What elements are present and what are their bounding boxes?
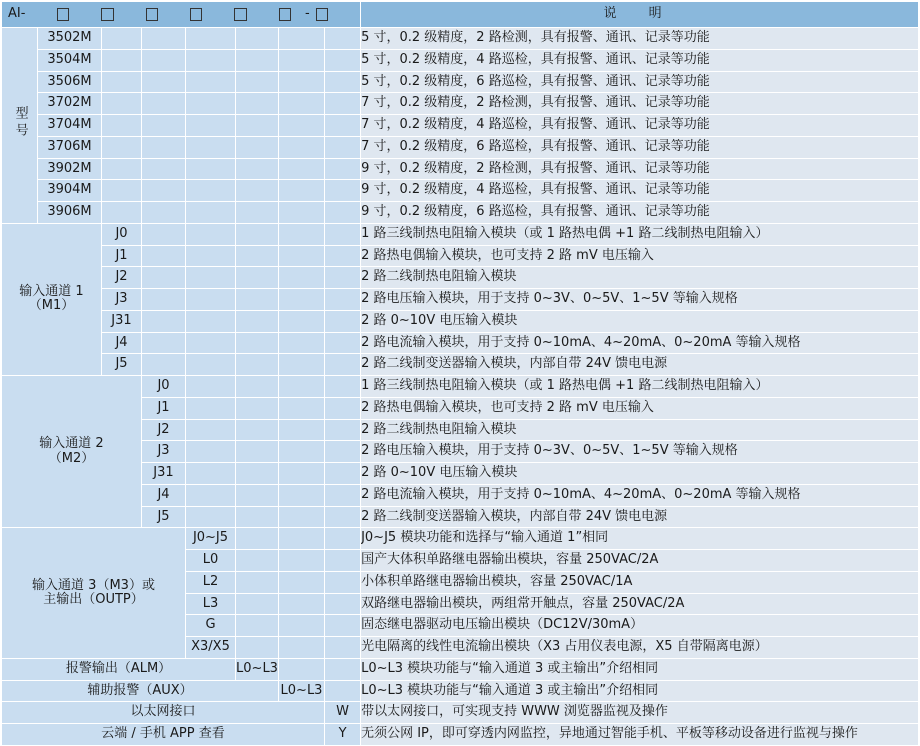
empty-cell: [236, 158, 279, 180]
m2-description: 2 路热电偶输入模块，也可支持 2 路 mV 电压输入: [361, 397, 919, 419]
m1-description: 2 路电压输入模块，用于支持 0~3V、0~5V、1~5V 等输入规格: [361, 289, 919, 311]
m2-code: J0: [142, 376, 186, 398]
m3-description: J0~J5 模块功能和选择与“输入通道 1”相同: [361, 528, 919, 550]
m1-row: [2, 289, 919, 311]
empty-cell: [279, 528, 325, 550]
empty-cell: [279, 71, 325, 93]
aux-description: L0~L3 模块功能与“输入通道 3 或主输出”介绍相同: [361, 680, 919, 702]
m1-row: [2, 245, 919, 267]
empty-cell: [186, 180, 236, 202]
empty-cell: [186, 71, 236, 93]
empty-cell: [186, 245, 236, 267]
m1-code: J5: [102, 354, 142, 376]
m2-code: J5: [142, 506, 186, 528]
empty-cell: [279, 419, 325, 441]
m3-code: X3/X5: [186, 637, 236, 659]
model-code: 3904M: [38, 180, 102, 202]
empty-cell: [325, 354, 361, 376]
model-description: 9 寸，0.2 级精度，6 路巡检，具有报警、通讯、记录等功能: [361, 202, 919, 224]
empty-cell: [186, 158, 236, 180]
empty-cell: [236, 637, 279, 659]
empty-cell: [102, 115, 142, 137]
empty-cell: [325, 93, 361, 115]
model-row: [2, 28, 919, 50]
aux-row: [2, 680, 919, 702]
empty-cell: [102, 180, 142, 202]
model-code: 3902M: [38, 158, 102, 180]
model-row: [2, 93, 919, 115]
empty-cell: [186, 354, 236, 376]
m2-description: 2 路二线制变送器输入模块，内部自带 24V 馈电电源: [361, 506, 919, 528]
empty-cell: [186, 310, 236, 332]
model-code: 3906M: [38, 202, 102, 224]
empty-cell: [325, 289, 361, 311]
empty-cell: [186, 28, 236, 50]
empty-cell: [325, 484, 361, 506]
empty-cell: [325, 245, 361, 267]
model-code-table: [1, 1, 919, 746]
empty-cell: [325, 28, 361, 50]
alm-label: 报警输出（ALM）: [2, 658, 236, 680]
model-row: [2, 71, 919, 93]
m1-description: 2 路二线制变送器输入模块，内部自带 24V 馈电电源: [361, 354, 919, 376]
empty-cell: [325, 310, 361, 332]
m3-code: L2: [186, 571, 236, 593]
empty-cell: [236, 397, 279, 419]
empty-cell: [236, 49, 279, 71]
empty-cell: [325, 658, 361, 680]
empty-cell: [142, 310, 186, 332]
empty-cell: [279, 180, 325, 202]
empty-cell: [102, 49, 142, 71]
m2-code: J31: [142, 463, 186, 485]
model-description: 5 寸，0.2 级精度，6 路巡检，具有报警、通讯、记录等功能: [361, 71, 919, 93]
empty-cell: [142, 354, 186, 376]
model-row: [2, 136, 919, 158]
empty-cell: [102, 202, 142, 224]
empty-cell: [325, 332, 361, 354]
cloud-code: Y: [325, 724, 361, 746]
empty-cell: [279, 397, 325, 419]
m1-row: [2, 267, 919, 289]
m3-code: G: [186, 615, 236, 637]
empty-cell: [142, 28, 186, 50]
m2-description: 2 路二线制热电阻输入模块: [361, 419, 919, 441]
empty-cell: [186, 484, 236, 506]
model-code: 3702M: [38, 93, 102, 115]
empty-cell: [236, 202, 279, 224]
empty-cell: [325, 593, 361, 615]
m3-description: 固态继电器驱动电压输出模块（DC12V/30mA）: [361, 615, 919, 637]
header-row: [2, 2, 919, 28]
empty-cell: [186, 332, 236, 354]
empty-cell: [279, 158, 325, 180]
empty-cell: [325, 115, 361, 137]
m3-code: L3: [186, 593, 236, 615]
empty-cell: [279, 463, 325, 485]
m1-code: J2: [102, 267, 142, 289]
empty-cell: [236, 71, 279, 93]
empty-cell: [325, 397, 361, 419]
empty-cell: [236, 310, 279, 332]
empty-cell: [142, 93, 186, 115]
m3-label-line-1: 输入通道 3（M3）或: [32, 577, 155, 593]
m1-description: 1 路三线制热电阻输入模块（或 1 路热电偶 +1 路二线制热电阻输入）: [361, 223, 919, 245]
model-code: 3506M: [38, 71, 102, 93]
empty-cell: [325, 441, 361, 463]
m2-label-line-1: 输入通道 2: [39, 436, 104, 452]
m2-label-line-2: （M2）: [48, 450, 95, 466]
model-description: 5 寸，0.2 级精度，4 路巡检，具有报警、通讯、记录等功能: [361, 49, 919, 71]
empty-cell: [102, 136, 142, 158]
empty-cell: [279, 28, 325, 50]
m3-label: [2, 528, 186, 659]
empty-cell: [236, 354, 279, 376]
empty-cell: [142, 136, 186, 158]
m1-code: J31: [102, 310, 142, 332]
model-description: 7 寸，0.2 级精度，2 路检测，具有报警、通讯、记录等功能: [361, 93, 919, 115]
empty-cell: [279, 593, 325, 615]
empty-cell: [186, 376, 236, 398]
empty-cell: [186, 267, 236, 289]
empty-cell: [325, 158, 361, 180]
empty-cell: [325, 180, 361, 202]
m1-description: 2 路热电偶输入模块，也可支持 2 路 mV 电压输入: [361, 245, 919, 267]
m2-description: 2 路 0~10V 电压输入模块: [361, 463, 919, 485]
empty-cell: [142, 332, 186, 354]
m3-code: J0~J5: [186, 528, 236, 550]
m2-label: [2, 376, 142, 528]
empty-cell: [142, 245, 186, 267]
m2-description: 1 路三线制热电阻输入模块（或 1 路热电偶 +1 路二线制热电阻输入）: [361, 376, 919, 398]
m1-row: [2, 354, 919, 376]
empty-cell: [186, 463, 236, 485]
empty-cell: [279, 289, 325, 311]
empty-cell: [325, 136, 361, 158]
m2-description: 2 路电压输入模块，用于支持 0~3V、0~5V、1~5V 等输入规格: [361, 441, 919, 463]
empty-cell: [279, 115, 325, 137]
empty-cell: [102, 158, 142, 180]
empty-cell: [279, 550, 325, 572]
box-alm: [234, 8, 246, 21]
alm-description: L0~L3 模块功能与“输入通道 3 或主输出”介绍相同: [361, 658, 919, 680]
empty-cell: [325, 506, 361, 528]
empty-cell: [325, 463, 361, 485]
m2-code: J2: [142, 419, 186, 441]
box-aux: [279, 8, 291, 21]
empty-cell: [325, 528, 361, 550]
empty-cell: [236, 180, 279, 202]
m2-description: 2 路电流输入模块，用于支持 0~10mA、4~20mA、0~20mA 等输入规格: [361, 484, 919, 506]
model-code: 3704M: [38, 115, 102, 137]
description-header: 说 明: [361, 2, 919, 28]
empty-cell: [236, 463, 279, 485]
empty-cell: [236, 506, 279, 528]
empty-cell: [236, 441, 279, 463]
empty-cell: [279, 332, 325, 354]
empty-cell: [186, 136, 236, 158]
m1-description: 2 路二线制热电阻输入模块: [361, 267, 919, 289]
empty-cell: [186, 93, 236, 115]
empty-cell: [142, 49, 186, 71]
model-row: [2, 115, 919, 137]
empty-cell: [236, 136, 279, 158]
empty-cell: [186, 441, 236, 463]
eth-row: [2, 702, 919, 724]
empty-cell: [279, 637, 325, 659]
empty-cell: [279, 506, 325, 528]
empty-cell: [236, 376, 279, 398]
empty-cell: [279, 136, 325, 158]
m3-description: 光电隔离的线性电流输出模块（X3 占用仪表电源，X5 自带隔离电源）: [361, 637, 919, 659]
empty-cell: [142, 180, 186, 202]
empty-cell: [325, 419, 361, 441]
empty-cell: [186, 506, 236, 528]
model-code: 3502M: [38, 28, 102, 50]
m3-description: 国产大体积单路继电器输出模块，容量 250VAC/2A: [361, 550, 919, 572]
empty-cell: [325, 680, 361, 702]
eth-code: W: [325, 702, 361, 724]
empty-cell: [279, 484, 325, 506]
cloud-description: 无须公网 IP，即可穿透内网监控，异地通过智能手机、平板等移动设备进行监视与操作: [361, 724, 919, 746]
empty-cell: [186, 419, 236, 441]
empty-cell: [142, 202, 186, 224]
alm-row: [2, 658, 919, 680]
empty-cell: [279, 441, 325, 463]
model-description: 7 寸，0.2 级精度，4 路巡检，具有报警、通讯、记录等功能: [361, 115, 919, 137]
m2-row: [2, 376, 919, 398]
model-row: [2, 202, 919, 224]
empty-cell: [236, 245, 279, 267]
empty-cell: [279, 571, 325, 593]
empty-cell: [325, 223, 361, 245]
empty-cell: [186, 289, 236, 311]
aux-code: L0~L3: [279, 680, 325, 702]
m3-row: [2, 528, 919, 550]
empty-cell: [279, 376, 325, 398]
empty-cell: [236, 289, 279, 311]
model-code: 3706M: [38, 136, 102, 158]
m1-row: [2, 310, 919, 332]
empty-cell: [236, 267, 279, 289]
model-row: [2, 180, 919, 202]
empty-cell: [186, 202, 236, 224]
empty-cell: [236, 93, 279, 115]
m1-row: [2, 223, 919, 245]
empty-cell: [236, 28, 279, 50]
m1-code: J4: [102, 332, 142, 354]
model-description: 9 寸，0.2 级精度，4 路巡检，具有报警、通讯、记录等功能: [361, 180, 919, 202]
empty-cell: [142, 267, 186, 289]
m3-description: 小体积单路继电器输出模块，容量 250VAC/1A: [361, 571, 919, 593]
empty-cell: [102, 28, 142, 50]
m2-code: J4: [142, 484, 186, 506]
empty-cell: [279, 354, 325, 376]
empty-cell: [236, 484, 279, 506]
empty-cell: [325, 637, 361, 659]
m1-label-line-1: 输入通道 1: [19, 284, 84, 300]
m1-code: J3: [102, 289, 142, 311]
model-row: [2, 158, 919, 180]
box-m1: [101, 8, 113, 21]
empty-cell: [279, 223, 325, 245]
m2-code: J3: [142, 441, 186, 463]
box-model: [57, 8, 69, 21]
empty-cell: [142, 115, 186, 137]
m3-label-line-2: 主输出（OUTP）: [43, 592, 144, 607]
model-group-label-text: 型号: [12, 106, 28, 141]
m1-label-line-2: （M1）: [28, 298, 75, 314]
empty-cell: [279, 202, 325, 224]
empty-cell: [236, 571, 279, 593]
m1-row: [2, 332, 919, 354]
model-code: 3504M: [38, 49, 102, 71]
empty-cell: [325, 615, 361, 637]
empty-cell: [142, 158, 186, 180]
box-m2: [146, 8, 158, 21]
empty-cell: [325, 550, 361, 572]
empty-cell: [236, 550, 279, 572]
empty-cell: [186, 49, 236, 71]
empty-cell: [325, 376, 361, 398]
empty-cell: [325, 267, 361, 289]
m1-label: [2, 223, 102, 375]
dash-label: -: [304, 6, 310, 22]
empty-cell: [186, 115, 236, 137]
box-m3: [190, 8, 202, 21]
cloud-label: 云端 / 手机 APP 查看: [2, 724, 325, 746]
empty-cell: [186, 223, 236, 245]
m1-description: 2 路 0~10V 电压输入模块: [361, 310, 919, 332]
empty-cell: [279, 615, 325, 637]
empty-cell: [142, 223, 186, 245]
m3-description: 双路继电器输出模块，两组常开触点，容量 250VAC/2A: [361, 593, 919, 615]
empty-cell: [142, 289, 186, 311]
model-group-label: [2, 28, 38, 224]
empty-cell: [236, 528, 279, 550]
empty-cell: [279, 658, 325, 680]
model-description: 7 寸，0.2 级精度，6 路巡检，具有报警、通讯、记录等功能: [361, 136, 919, 158]
empty-cell: [279, 310, 325, 332]
empty-cell: [236, 332, 279, 354]
prefix-label: AI-: [8, 6, 26, 22]
empty-cell: [236, 615, 279, 637]
empty-cell: [325, 571, 361, 593]
empty-cell: [236, 419, 279, 441]
m1-code: J1: [102, 245, 142, 267]
empty-cell: [142, 71, 186, 93]
code-header-cell: [2, 2, 361, 28]
m1-code: J0: [102, 223, 142, 245]
box-option: [316, 8, 328, 21]
aux-label: 辅助报警（AUX）: [2, 680, 279, 702]
m3-code: L0: [186, 550, 236, 572]
model-row: [2, 49, 919, 71]
empty-cell: [236, 223, 279, 245]
empty-cell: [279, 267, 325, 289]
empty-cell: [279, 49, 325, 71]
empty-cell: [325, 202, 361, 224]
empty-cell: [325, 49, 361, 71]
eth-label: 以太网接口: [2, 702, 325, 724]
model-description: 5 寸，0.2 级精度，2 路检测，具有报警、通讯、记录等功能: [361, 28, 919, 50]
empty-cell: [102, 71, 142, 93]
alm-code: L0~L3: [236, 658, 279, 680]
m2-code: J1: [142, 397, 186, 419]
empty-cell: [236, 593, 279, 615]
eth-description: 带以太网接口，可实现支持 WWW 浏览器监视及操作: [361, 702, 919, 724]
empty-cell: [102, 93, 142, 115]
empty-cell: [279, 93, 325, 115]
m1-description: 2 路电流输入模块，用于支持 0~10mA、4~20mA、0~20mA 等输入规格: [361, 332, 919, 354]
empty-cell: [325, 71, 361, 93]
empty-cell: [279, 245, 325, 267]
model-description: 9 寸，0.2 级精度，2 路检测，具有报警、通讯、记录等功能: [361, 158, 919, 180]
empty-cell: [236, 115, 279, 137]
empty-cell: [186, 397, 236, 419]
